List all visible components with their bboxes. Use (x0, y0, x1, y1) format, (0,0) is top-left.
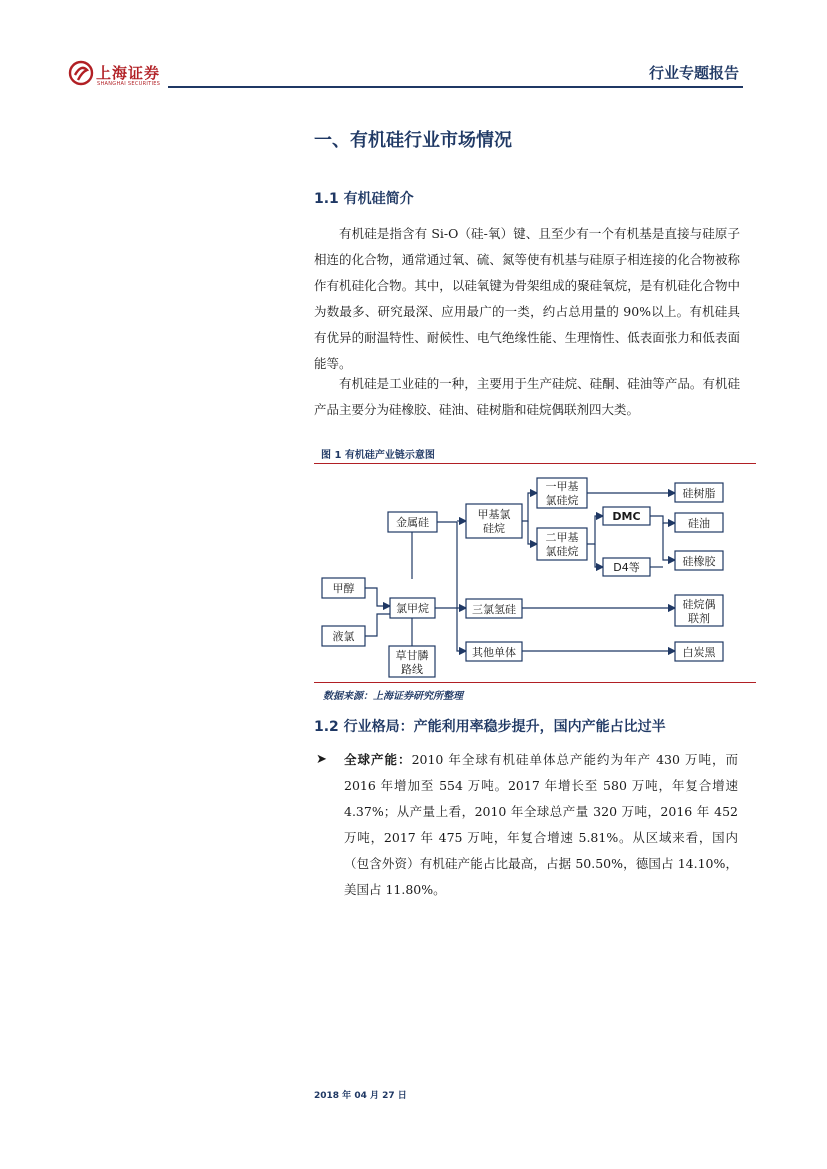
figure-source: 数据来源：上海证券研究所整理 (323, 691, 463, 702)
global-capacity-paragraph (344, 747, 738, 903)
node-silicone-oil-label: 硅油 (688, 517, 710, 530)
node-liquid-chlorine-label: 液氯 (332, 630, 355, 643)
node-methyl-chlorosilane-label-2: 硅烷 (483, 522, 505, 535)
figure-top-rule (314, 463, 756, 464)
node-dimethyl-label-1: 二甲基 (545, 531, 579, 544)
product-paragraph: 有机硅是工业硅的一种，主要用于生产硅烷、硅酮、硅油等产品。有机硅产品主要分为硅橡胶、硅油、硅树脂和硅烷偶联剂四大类。 (314, 376, 740, 417)
figure-caption: 图 1 有机硅产业链示意图 (321, 450, 435, 461)
node-dimethyl-label-2: 氯硅烷 (545, 545, 579, 558)
node-silane-coupling-label-2: 联剂 (688, 612, 710, 625)
footer-date: 2018 年 04 月 27 日 (314, 1091, 407, 1101)
figure-bottom-rule (314, 682, 756, 683)
node-methanol-label: 甲醇 (332, 582, 355, 595)
bullet-text: 2010 年全球有机硅单体总产能约为年产 430 万吨，而 2016 年增加至 554 万吨。2017 年增长至 580 万吨，年复合增速 4.37%；从产量上看，2010 年全球总产量 320 万吨，2016 年 452 万吨，2017 年 475 万吨，年复合增速 5.81%。从区域来看，国内（包含外资）有机硅产能占比最高，占据 50.50%，德国占 14.10%，美国占 11.80%。 (344, 752, 738, 897)
node-monomethyl-label-1: 一甲基 (545, 480, 579, 493)
bullet-arrow-icon: ➤ (316, 752, 327, 767)
node-silicone-rubber-label: 硅橡胶 (682, 555, 716, 568)
subsection-heading-1-1: 1.1 有机硅简介 (314, 191, 414, 207)
node-dmc-label: DMC (612, 510, 641, 523)
node-trichlorosilane-label: 三氯氢硅 (472, 603, 516, 616)
subsection-heading-1-2: 1.2 行业格局：产能利用率稳步提升，国内产能占比过半 (314, 719, 666, 735)
section-heading: 一、有机硅行业市场情况 (314, 130, 512, 151)
bullet-label: 全球产能： (344, 752, 412, 767)
node-metal-silicon-label: 金属硅 (396, 516, 429, 529)
node-glyphosate-route-label-1: 草甘膦 (395, 649, 429, 662)
node-methyl-chloride-label: 氯甲烷 (396, 602, 429, 615)
node-silicone-resin-label: 硅树脂 (682, 487, 716, 500)
node-d4-label: D4等 (613, 561, 640, 574)
node-other-monomers-label: 其他单体 (472, 646, 516, 659)
node-silane-coupling-label-1: 硅烷偶 (682, 598, 716, 611)
intro-paragraph: 有机硅是指含有 Si-O（硅-氧）键、且至少有一个有机基是直接与硅原子相连的化合物，通常通过氧、硫、氮等使有机基与硅原子相连接的化合物被称作有机硅化合物。其中，以硅氧键为骨架组成的聚硅氧烷，是有机硅化合物中为数最多、研究最深、应用最广的一类，约占总用量的 90%以上。有机硅具有优异的耐温特性、耐候性、电气绝缘性能、生理惰性、低表面张力和低表面能等。 (314, 226, 740, 371)
node-white-carbon-label: 白炭黑 (682, 646, 716, 659)
node-methyl-chlorosilane-label-1: 甲基氯 (477, 508, 511, 521)
logo-subtext: SHANGHAI SECURITIES (97, 81, 161, 87)
node-monomethyl-label-2: 氯硅烷 (545, 494, 579, 507)
header-divider (168, 86, 743, 88)
report-type-title: 行业专题报告 (648, 64, 739, 82)
node-glyphosate-route-label-2: 路线 (401, 663, 423, 676)
industry-chain-diagram (314, 466, 756, 681)
logo-text: 上海证券 (96, 64, 161, 82)
